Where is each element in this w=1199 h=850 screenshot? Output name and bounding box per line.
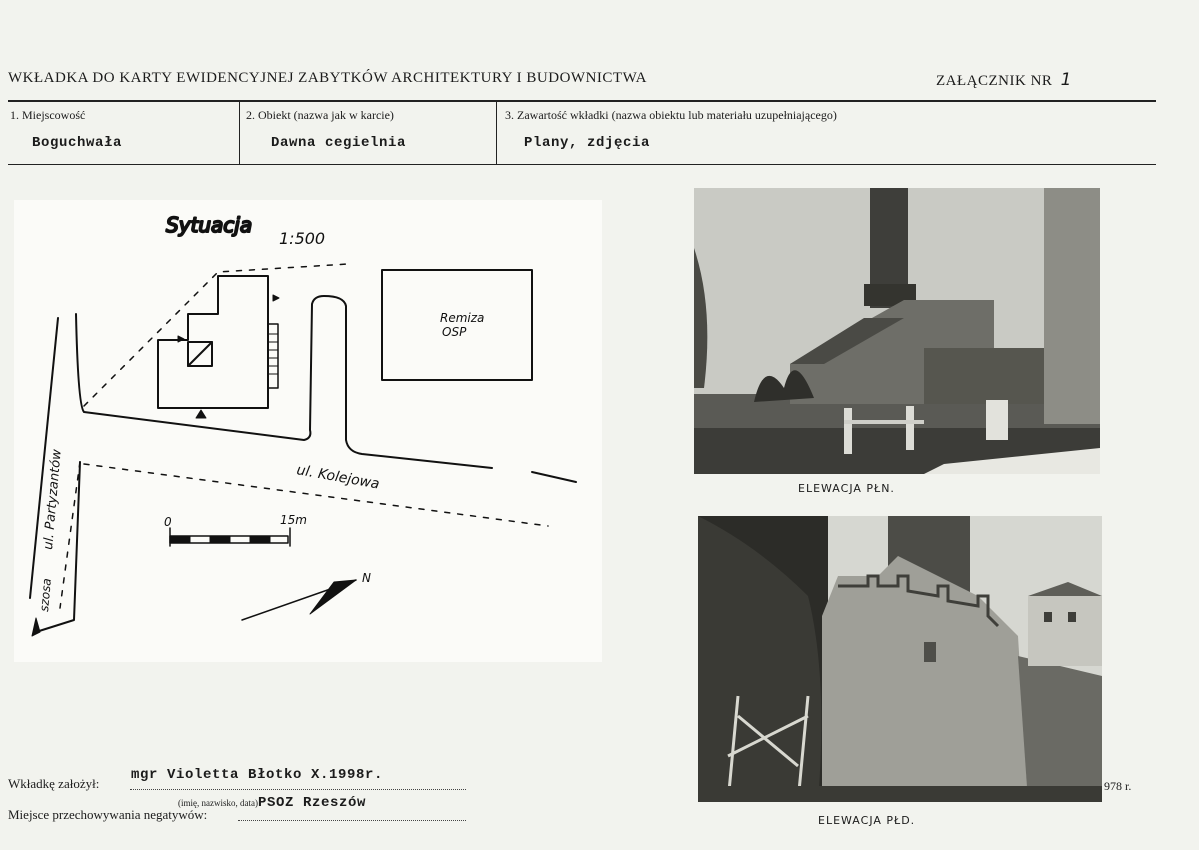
author-value: mgr Violetta Błotko X.1998r. [131, 767, 384, 783]
road-label-szosa: szosa [37, 577, 54, 613]
field-value-contents: Plany, zdjęcia [524, 135, 651, 151]
attachment-label: ZAŁĄCZNIK NR [936, 73, 1053, 89]
stairs-steps [268, 334, 278, 374]
header-rule [8, 100, 1156, 102]
fence-line [84, 264, 348, 406]
photo-south-image [698, 516, 1102, 802]
fire-station-label-1: Remiza [440, 311, 485, 325]
field-value-locality: Boguchwała [32, 135, 123, 151]
storage-value: PSOZ Rzeszów [258, 795, 367, 811]
photo-north-elevation [694, 188, 1100, 474]
driveway-road [76, 296, 492, 468]
storage-label: Miejsce przechowywania negatywów: [8, 807, 208, 822]
chimney-diagonal [188, 342, 212, 366]
author-dotted-line [130, 789, 466, 790]
site-plan-drawing [14, 200, 602, 662]
attachment-number [936, 70, 1072, 90]
entrance-arrow [273, 295, 279, 301]
street-label-partyzantow: ul. Partyzantów [41, 448, 65, 551]
fields-rule [8, 164, 1156, 165]
card-title: WKŁADKA DO KARTY EWIDENCYJNEJ ZABYTKÓW ARCHITEKTURY I BUDOWNICTWA [8, 70, 647, 86]
author-label: Wkładkę założył: [8, 776, 100, 791]
north-label: N [362, 571, 371, 585]
photo-north-caption: ELEWACJA PŁN. [798, 482, 895, 495]
sketch-scale: 1:500 [279, 229, 326, 248]
field-label-locality: 1. Miejscowość [10, 108, 86, 122]
photo-south-caption: ELEWACJA PŁD. [818, 814, 916, 827]
author-hint: (imię, nazwisko, data) [178, 798, 258, 808]
year-suffix: 978 r. [1104, 779, 1132, 793]
field-label-object: 2. Obiekt (nazwa jak w karcie) [246, 108, 394, 122]
street-label-kolejowa: ul. Kolejowa [295, 462, 381, 493]
field-value-object: Dawna cegielnia [271, 135, 407, 151]
entrance-arrow [196, 410, 206, 418]
scale-start-label: 0 [164, 515, 172, 529]
site-plan-sketch [14, 200, 602, 662]
field-divider [239, 102, 240, 164]
north-arrow-head [310, 580, 356, 614]
photo-south-elevation [698, 516, 1102, 802]
entrance-arrow [178, 336, 184, 342]
road-arrow [32, 618, 40, 636]
sketch-title: Sytuacja [166, 213, 253, 237]
fire-station-label-2: OSP [442, 325, 467, 339]
road-edge [532, 472, 576, 482]
field-divider [496, 102, 497, 164]
storage-dotted-line [238, 820, 466, 821]
field-label-contents: 3. Zawartość wkładki (nazwa obiektu lub materiału uzupełniającego) [505, 108, 837, 122]
scale-bar-segments [170, 536, 270, 543]
attachment-number-value: 1 [1060, 70, 1072, 90]
photo-north-image [694, 188, 1100, 474]
scale-end-label: 15m [280, 513, 307, 527]
